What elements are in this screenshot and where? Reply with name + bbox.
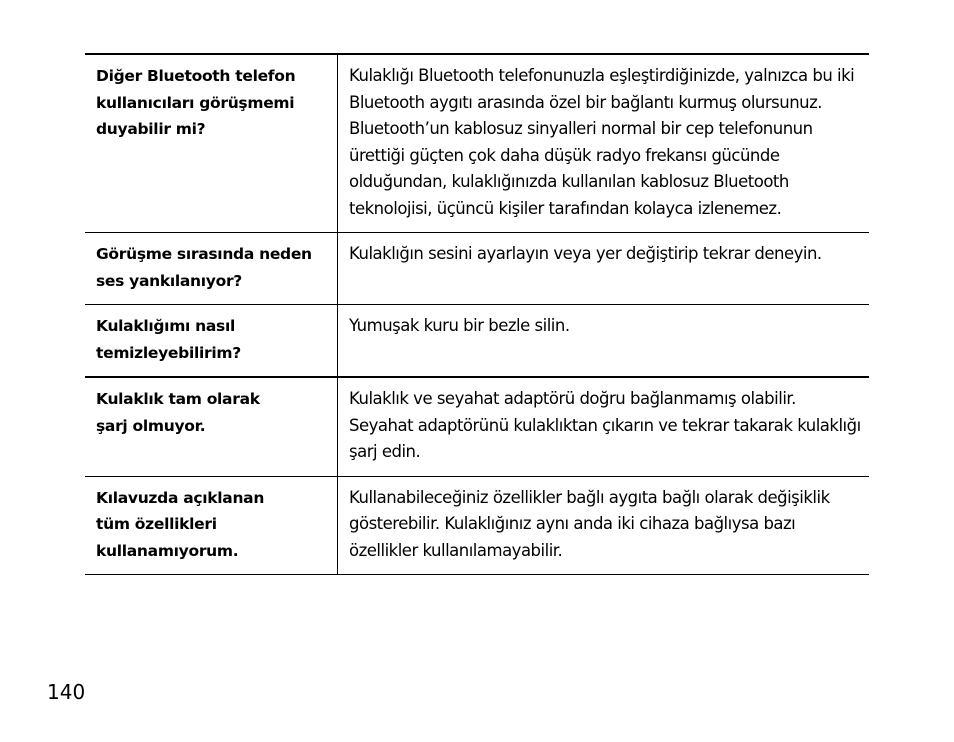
faq-question: Görüşme sırasında neden ses yankılanıyor? (85, 233, 338, 304)
faq-answer-text: Kulaklığı Bluetooth telefonunuzla eşleştirdiğinizde, yalnızca bu iki Bluetooth aygıtı arasında özel bir bağlantı kurmuş olursunuz. Bluetooth’un kablosuz sinyalleri normal bir cep telefonunun ürettiği güçten çok daha düşük radyo frekansı gücünde olduğundan, kulaklığınızda kullanılan kablosuz Bluetooth teknolojisi, üçüncü kişiler tarafından kolayca izlenemez. (349, 66, 855, 218)
faq-answer (338, 55, 869, 232)
faq-row (85, 55, 869, 233)
faq-row (85, 378, 869, 477)
faq-answer-text: Kulaklığın sesini ayarlayın veya yer değiştirip tekrar deneyin. (349, 244, 822, 263)
faq-answer (338, 477, 869, 575)
faq-row (85, 305, 869, 378)
faq-row (85, 477, 869, 576)
faq-question: Kulaklık tam olarak şarj olmuyor. (85, 378, 338, 476)
faq-answer-text: Yumuşak kuru bir bezle silin. (349, 316, 570, 335)
faq-question: Diğer Bluetooth telefon kullanıcıları görüşmemi duyabilir mi? (85, 55, 338, 232)
faq-answer (338, 378, 869, 476)
faq-question: Kılavuzda açıklanan tüm özellikleri kullanamıyorum. (85, 477, 338, 575)
faq-answer (338, 305, 869, 376)
faq-question: Kulaklığımı nasıl temizleyebilirim? (85, 305, 338, 376)
faq-row (85, 233, 869, 305)
faq-answer-text: Kullanabileceğiniz özellikler bağlı aygıta bağlı olarak değişiklik gösterebilir. Kulaklığınız aynı anda iki cihaza bağlıysa bazı özellikler kullanılamayabilir. (349, 487, 830, 560)
faq-answer-text: Seyahat adaptörünü kulaklıktan çıkarın ve tekrar takarak kulaklığı şarj edin. (349, 415, 861, 461)
faq-answer (338, 233, 869, 304)
faq-answer-text: Kulaklık ve seyahat adaptörü doğru bağlanmamış olabilir. (349, 389, 796, 408)
faq-table (85, 53, 869, 575)
page-number: 140 (47, 680, 86, 704)
